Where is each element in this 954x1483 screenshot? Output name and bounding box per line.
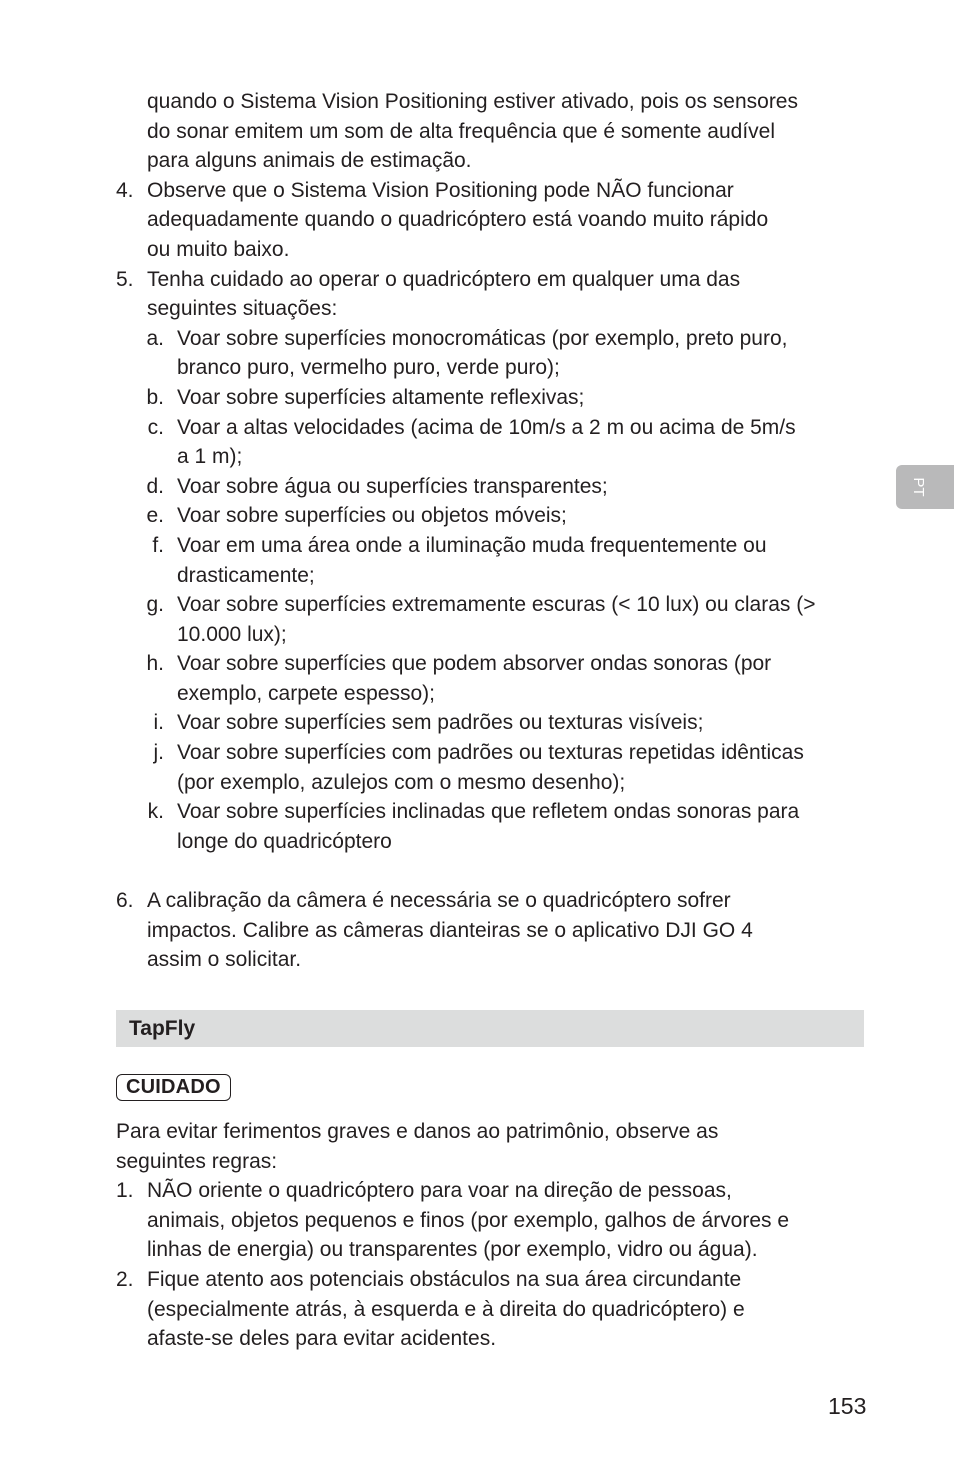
sublist-item-text: Voar sobre superfícies que podem absorver ondas sonoras (por <box>177 652 772 676</box>
caution-badge: CUIDADO <box>116 1074 231 1101</box>
list-number: 1. <box>116 1179 134 1203</box>
sublist-letter: k. <box>147 800 164 824</box>
sublist-item-f <box>0 531 954 561</box>
sublist-letter: h. <box>146 652 164 676</box>
sublist-item-j <box>0 738 954 768</box>
list-item-text: NÃO oriente o quadricóptero para voar na direção de pessoas, <box>147 1179 732 1203</box>
list-number: 4. <box>116 178 134 202</box>
sublist-letter: a. <box>146 326 164 350</box>
sublist-item-c <box>0 413 954 443</box>
sublist-item-i <box>0 708 954 738</box>
tapfly-rules <box>0 1117 954 1354</box>
paragraph-text: seguintes regras: <box>116 1149 278 1173</box>
sublist-item-d <box>0 472 954 502</box>
list-item-text: quando o Sistema Vision Positioning estiver ativado, pois os sensores <box>147 90 798 113</box>
intro-paragraph <box>0 1117 954 1147</box>
sublist-item-text: Voar sobre superfícies com padrões ou texturas repetidas idênticas <box>177 741 804 765</box>
list-item-text: Observe que o Sistema Vision Positioning pode NÃO funcionar <box>147 178 734 202</box>
list-item-5 <box>0 265 954 295</box>
list-number: 6. <box>116 889 134 913</box>
sublist-letter: c. <box>147 415 164 439</box>
rule-item-1 <box>0 1176 954 1206</box>
list-item-4 <box>0 176 954 206</box>
section-header <box>116 1010 864 1047</box>
sublist-item-text: Voar sobre superfícies sem padrões ou texturas visíveis; <box>177 711 704 735</box>
list-item-text: seguintes situações: <box>147 297 338 321</box>
list-item-text: A calibração da câmera é necessária se o quadricóptero sofrer <box>147 889 731 913</box>
sublist-item-text: (por exemplo, azulejos com o mesmo desenho); <box>177 770 626 794</box>
sublist-item-text: Voar sobre superfícies ou objetos móveis; <box>177 504 567 528</box>
sublist-item-text: Voar sobre superfícies altamente reflexivas; <box>177 385 585 409</box>
sublist-letter: b. <box>146 385 164 409</box>
sublist-item-text: exemplo, carpete espesso); <box>177 681 435 705</box>
sublist-item-text: Voar sobre água ou superfícies transparentes; <box>177 474 608 498</box>
sublist-item-text: 10.000 lux); <box>177 622 287 646</box>
sublist-item-b <box>0 383 954 413</box>
list-item-text: ou muito baixo. <box>147 237 290 261</box>
list-number: 5. <box>116 267 134 291</box>
list-item-text: Fique atento aos potenciais obstáculos na sua área circundante <box>147 1267 742 1291</box>
sublist-item-k <box>0 797 954 827</box>
rule-item-2 <box>0 1265 954 1295</box>
sublist-letter: d. <box>146 474 164 498</box>
sublist-letter: e. <box>146 504 164 528</box>
sublist-item-e <box>0 501 954 531</box>
language-side-tab <box>896 465 954 509</box>
upper-list <box>0 87 954 975</box>
list-item-text: assim o solicitar. <box>147 948 302 972</box>
list-item-text: linhas de energia) ou transparentes (por exemplo, vidro ou água). <box>147 1238 758 1262</box>
language-tab-label: PT <box>910 477 927 497</box>
section-title: TapFly <box>129 1017 196 1040</box>
sublist-item-text: Voar em uma área onde a iluminação muda frequentemente ou <box>177 533 767 557</box>
sublist-item-text: Voar sobre superfícies extremamente escuras (< 10 lux) ou claras (> <box>177 593 816 617</box>
list-item-text: afaste-se deles para evitar acidentes. <box>147 1327 497 1351</box>
sublist-item-text: drasticamente; <box>177 563 315 587</box>
list-item-6 <box>0 886 954 916</box>
sublist-item-text: a 1 m); <box>177 445 243 469</box>
list-item-continuation <box>0 87 954 117</box>
page-number: 153 <box>828 1393 867 1419</box>
sublist-item-text: longe do quadricóptero <box>177 829 392 853</box>
list-item-text: para alguns animais de estimação. <box>147 149 472 173</box>
sublist-item-g <box>0 590 954 620</box>
sublist-item-h <box>0 649 954 679</box>
sublist-letter: j. <box>153 741 164 765</box>
list-item-text: (especialmente atrás, à esquerda e à direita do quadricóptero) e <box>147 1297 745 1321</box>
list-number: 2. <box>116 1267 134 1291</box>
sublist-item-text: Voar sobre superfícies monocromáticas (por exemplo, preto puro, <box>177 326 788 350</box>
sublist-letter: g. <box>146 593 164 617</box>
list-item-text: animais, objetos pequenos e finos (por exemplo, galhos de árvores e <box>147 1208 790 1232</box>
sublist-letter: i. <box>153 711 164 735</box>
paragraph-text: Para evitar ferimentos graves e danos ao patrimônio, observe as <box>116 1120 719 1143</box>
list-item-text: Tenha cuidado ao operar o quadricóptero em qualquer uma das <box>147 267 741 291</box>
list-item-text: adequadamente quando o quadricóptero está voando muito rápido <box>147 208 769 232</box>
list-item-text: do sonar emitem um som de alta frequência que é somente audível <box>147 119 776 143</box>
sublist-item-text: Voar sobre superfícies inclinadas que refletem ondas sonoras para <box>177 800 800 824</box>
list-item-text: impactos. Calibre as câmeras dianteiras se o aplicativo DJI GO 4 <box>147 918 753 942</box>
sublist-item-a <box>0 324 954 354</box>
sublist-item-text: branco puro, vermelho puro, verde puro); <box>177 356 560 380</box>
sublist-letter: f. <box>152 533 164 557</box>
sublist-item-text: Voar a altas velocidades (acima de 10m/s a 2 m ou acima de 5m/s <box>177 415 796 439</box>
